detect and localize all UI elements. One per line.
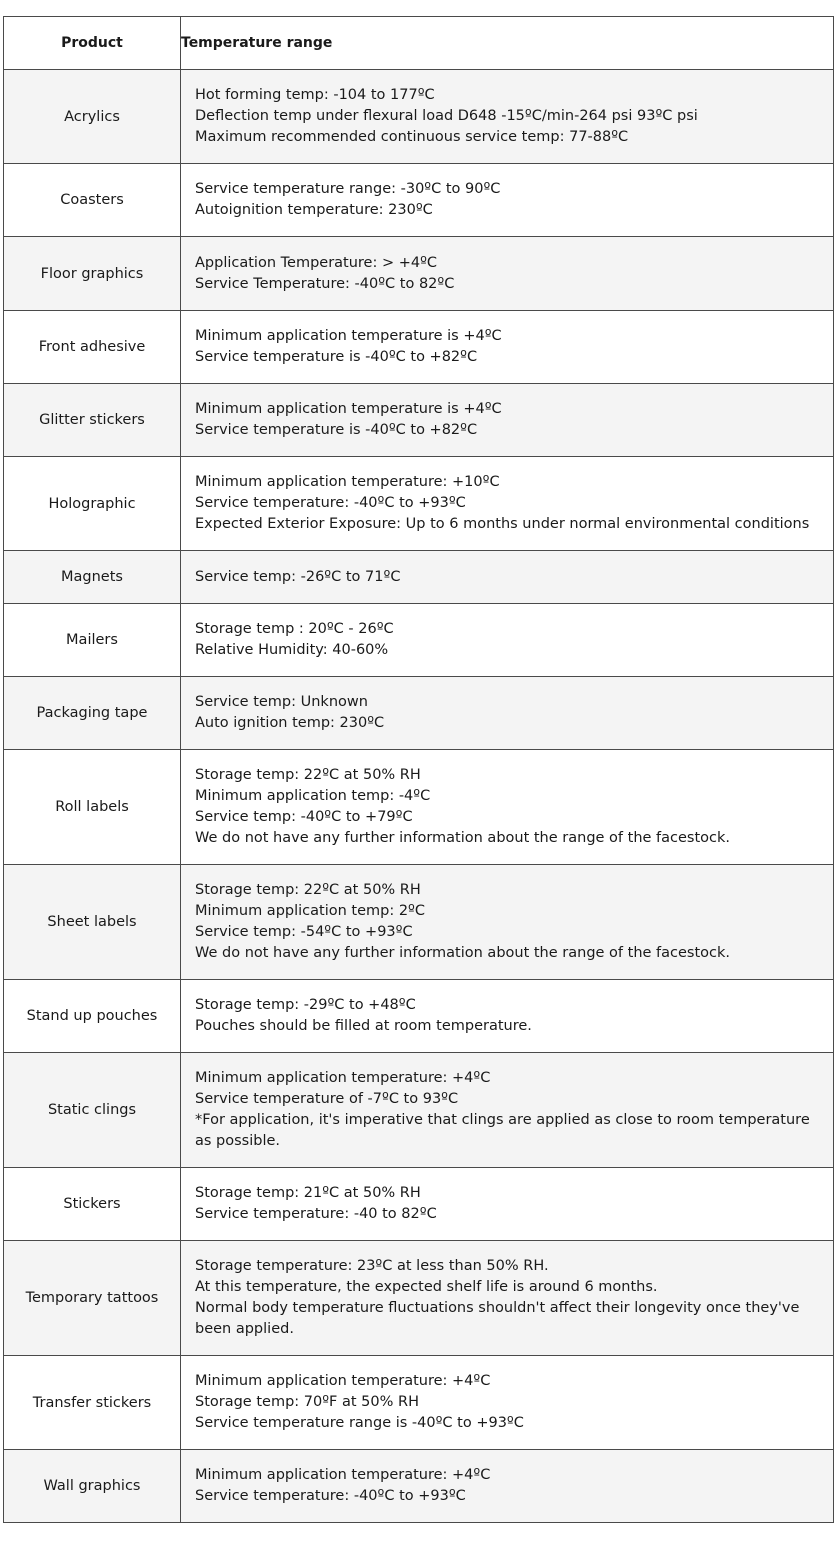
temperature-range-line: Service temp: -40ºC to +79ºC: [195, 809, 413, 825]
product-cell: Mailers: [4, 604, 181, 677]
temperature-range-line: Service temp: Unknown: [195, 694, 368, 711]
product-cell: Roll labels: [4, 750, 181, 865]
column-header-temperature-range: Temperature range: [181, 17, 834, 70]
product-cell: Sheet labels: [4, 865, 181, 980]
table-row: [4, 237, 834, 311]
temperature-range-line: Minimum application temp: 2ºC: [195, 903, 426, 920]
product-cell: Wall graphics: [4, 1450, 181, 1523]
temperature-range-line: Pouches should be filled at room temperature.: [195, 1018, 532, 1034]
temperature-range-line: Service temp: -54ºC to +93ºC: [195, 924, 413, 940]
temperature-range-cell: [181, 677, 834, 750]
column-header-product: Product: [4, 17, 181, 70]
temperature-range-line: Minimum application temperature: +4ºC: [195, 1373, 491, 1390]
temperature-range-line: Minimum application temperature: +4ºC: [195, 1070, 491, 1087]
product-cell: Packaging tape: [4, 677, 181, 750]
temperature-range-line: Minimum application temperature is +4ºC: [195, 328, 502, 345]
product-cell: Transfer stickers: [4, 1356, 181, 1450]
temperature-range-cell: [181, 551, 834, 604]
temperature-range-cell: [181, 164, 834, 237]
temperature-range-cell: [181, 70, 834, 164]
table-row: [4, 604, 834, 677]
product-cell: Static clings: [4, 1053, 181, 1168]
product-cell: Coasters: [4, 164, 181, 237]
table-row: [4, 677, 834, 750]
table-body: [4, 70, 834, 1523]
temperature-range-cell: [181, 1053, 834, 1168]
table-row: [4, 1356, 834, 1450]
temperature-range-line: Storage temp: 22ºC at 50% RH: [195, 767, 421, 784]
temperature-range-cell: [181, 865, 834, 980]
product-cell: Stand up pouches: [4, 980, 181, 1053]
product-cell: Glitter stickers: [4, 384, 181, 457]
product-cell: Front adhesive: [4, 311, 181, 384]
temperature-range-line: Application Temperature: > +4ºC: [195, 254, 438, 271]
table-row: [4, 311, 834, 384]
temperature-range-cell: [181, 384, 834, 457]
temperature-range-cell: [181, 980, 834, 1053]
temperature-range-line: Service temperature range is -40ºC to +93ºC: [195, 1414, 524, 1431]
temperature-range-line: Auto ignition temp: 230ºC: [195, 715, 385, 731]
temperature-range-line: Service temperature: -40ºC to +93ºC: [195, 495, 466, 512]
table-row: [4, 1053, 834, 1168]
temperature-range-line: Expected Exterior Exposure: Up to 6 months under normal environmental conditions: [195, 515, 810, 532]
product-cell: Acrylics: [4, 70, 181, 164]
product-cell: Stickers: [4, 1168, 181, 1241]
temperature-range-line: Storage temp: 21ºC at 50% RH: [195, 1185, 421, 1202]
temperature-range-line: Deflection temp under flexural load D648 -15ºC/min-264 psi 93ºC psi: [195, 108, 698, 125]
temperature-range-line: We do not have any further information about the range of the facestock.: [195, 829, 731, 846]
temperature-range-line: Minimum application temperature is +4ºC: [195, 401, 502, 418]
temperature-range-cell: [181, 457, 834, 551]
temperature-range-line: Storage temp : 20ºC - 26ºC: [195, 621, 394, 638]
product-cell: Holographic: [4, 457, 181, 551]
product-cell: Temporary tattoos: [4, 1241, 181, 1356]
temperature-range-line: Service temperature is -40ºC to +82ºC: [195, 422, 478, 438]
temperature-range-line: Storage temp: 22ºC at 50% RH: [195, 882, 421, 899]
table-row: [4, 164, 834, 237]
temperature-range-cell: [181, 750, 834, 865]
table-row: [4, 551, 834, 604]
temperature-range-cell: [181, 1168, 834, 1241]
temperature-range-line: Service temperature is -40ºC to +82ºC: [195, 349, 478, 365]
temperature-range-cell: [181, 311, 834, 384]
temperature-range-line: Minimum application temp: -4ºC: [195, 788, 431, 805]
temperature-range-line: Autoignition temperature: 230ºC: [195, 202, 433, 218]
temperature-range-line: Hot forming temp: -104 to 177ºC: [195, 87, 435, 104]
temperature-table: [3, 16, 834, 1523]
temperature-range-line: Normal body temperature fluctuations shouldn't affect their longevity once they've been applied.: [195, 1300, 800, 1337]
table-row: [4, 1168, 834, 1241]
temperature-range-line: Relative Humidity: 40-60%: [195, 642, 389, 658]
temperature-range-cell: [181, 1241, 834, 1356]
table-row: [4, 865, 834, 980]
table-row: [4, 1450, 834, 1523]
header-row: [4, 17, 834, 70]
table-row: [4, 70, 834, 164]
temperature-range-line: Storage temp: -29ºC to +48ºC: [195, 997, 416, 1014]
temperature-range-cell: [181, 1450, 834, 1523]
temperature-range-cell: [181, 1356, 834, 1450]
temperature-range-line: At this temperature, the expected shelf life is around 6 months.: [195, 1279, 658, 1296]
temperature-range-line: Storage temperature: 23ºC at less than 50% RH.: [195, 1258, 549, 1275]
temperature-range-cell: [181, 237, 834, 311]
temperature-range-line: We do not have any further information about the range of the facestock.: [195, 944, 731, 961]
table-row: [4, 980, 834, 1053]
table-row: [4, 457, 834, 551]
product-cell: Floor graphics: [4, 237, 181, 311]
temperature-range-line: Service temperature of -7ºC to 93ºC: [195, 1091, 459, 1108]
table-row: [4, 384, 834, 457]
temperature-range-cell: [181, 604, 834, 677]
temperature-range-line: Service temperature: -40ºC to +93ºC: [195, 1488, 466, 1504]
temperature-range-line: Service temperature range: -30ºC to 90ºC: [195, 181, 501, 198]
temperature-range-line: Storage temp: 70ºF at 50% RH: [195, 1394, 419, 1411]
temperature-range-line: Service temp: -26ºC to 71ºC: [195, 568, 401, 585]
temperature-range-line: Minimum application temperature: +4ºC: [195, 1467, 491, 1484]
temperature-range-line: Service Temperature: -40ºC to 82ºC: [195, 275, 455, 292]
temperature-range-line: Minimum application temperature: +10ºC: [195, 474, 500, 491]
table-row: [4, 1241, 834, 1356]
product-cell: Magnets: [4, 551, 181, 604]
temperature-range-line: *For application, it's imperative that clings are applied as close to room temperature as possible.: [195, 1112, 810, 1149]
temperature-range-line: Maximum recommended continuous service temp: 77-88ºC: [195, 128, 629, 145]
table-row: [4, 750, 834, 865]
temperature-range-line: Service temperature: -40 to 82ºC: [195, 1206, 437, 1222]
